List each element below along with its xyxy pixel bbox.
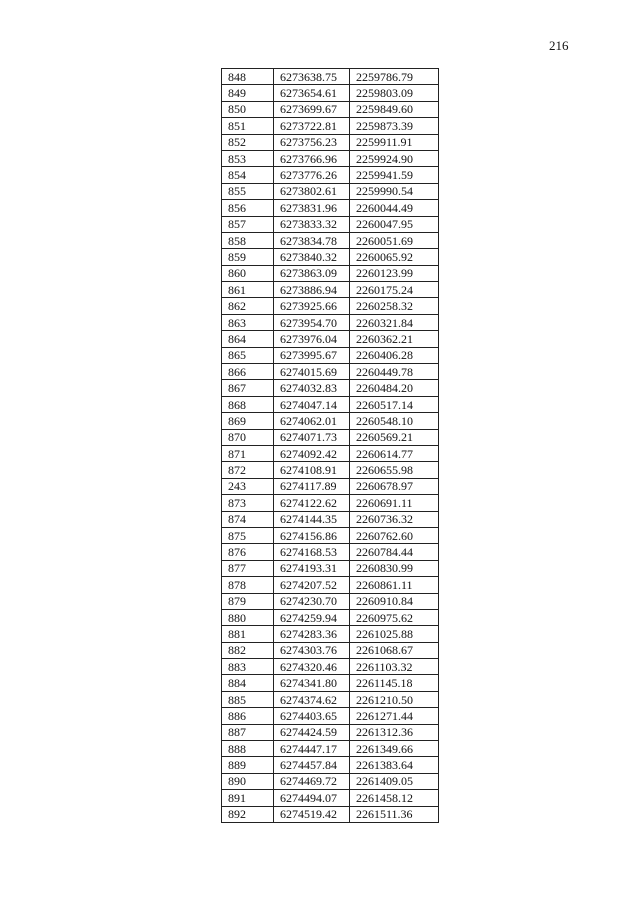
table-row — [222, 249, 439, 265]
y-coordinate-cell: 2260691.11 — [350, 495, 439, 511]
point-number-cell: 852 — [222, 134, 274, 150]
table-row — [222, 347, 439, 363]
x-coordinate-cell: 6274283.36 — [274, 626, 350, 642]
table-row — [222, 757, 439, 773]
table-row — [222, 642, 439, 658]
y-coordinate-cell: 2260362.21 — [350, 331, 439, 347]
table-row — [222, 675, 439, 691]
x-coordinate-cell: 6273954.70 — [274, 314, 350, 330]
x-coordinate-cell: 6274494.07 — [274, 790, 350, 806]
page-number: 216 — [549, 38, 569, 53]
y-coordinate-cell: 2261511.36 — [350, 806, 439, 822]
x-coordinate-cell: 6273654.61 — [274, 85, 350, 101]
point-number-cell: 848 — [222, 69, 274, 85]
y-coordinate-cell: 2260406.28 — [350, 347, 439, 363]
y-coordinate-cell: 2259911.91 — [350, 134, 439, 150]
point-number-cell: 853 — [222, 150, 274, 166]
table-row — [222, 741, 439, 757]
point-number-cell: 874 — [222, 511, 274, 527]
y-coordinate-cell: 2260258.32 — [350, 298, 439, 314]
x-coordinate-cell: 6274469.72 — [274, 773, 350, 789]
x-coordinate-cell: 6273766.96 — [274, 150, 350, 166]
table-row — [222, 659, 439, 675]
y-coordinate-cell: 2260736.32 — [350, 511, 439, 527]
x-coordinate-cell: 6273833.32 — [274, 216, 350, 232]
point-number-cell: 878 — [222, 577, 274, 593]
point-number-cell: 886 — [222, 708, 274, 724]
point-number-cell: 863 — [222, 314, 274, 330]
y-coordinate-cell: 2260517.14 — [350, 396, 439, 412]
point-number-cell: 880 — [222, 609, 274, 625]
table-row — [222, 380, 439, 396]
x-coordinate-cell: 6273834.78 — [274, 232, 350, 248]
table-row — [222, 150, 439, 166]
point-number-cell: 857 — [222, 216, 274, 232]
x-coordinate-cell: 6274168.53 — [274, 544, 350, 560]
point-number-cell: 865 — [222, 347, 274, 363]
table-row — [222, 544, 439, 560]
point-number-cell: 890 — [222, 773, 274, 789]
y-coordinate-cell: 2260784.44 — [350, 544, 439, 560]
table-row — [222, 282, 439, 298]
x-coordinate-cell: 6274193.31 — [274, 560, 350, 576]
y-coordinate-cell: 2259924.90 — [350, 150, 439, 166]
table-row — [222, 445, 439, 461]
table-row — [222, 331, 439, 347]
point-number-cell: 891 — [222, 790, 274, 806]
x-coordinate-cell: 6273886.94 — [274, 282, 350, 298]
table-row — [222, 69, 439, 85]
y-coordinate-cell: 2260321.84 — [350, 314, 439, 330]
y-coordinate-cell: 2259990.54 — [350, 183, 439, 199]
point-number-cell: 871 — [222, 445, 274, 461]
y-coordinate-cell: 2260678.97 — [350, 478, 439, 494]
x-coordinate-cell: 6274457.84 — [274, 757, 350, 773]
table-row — [222, 413, 439, 429]
point-number-cell: 876 — [222, 544, 274, 560]
table-row — [222, 724, 439, 740]
table-row — [222, 708, 439, 724]
y-coordinate-cell: 2260175.24 — [350, 282, 439, 298]
point-number-cell: 855 — [222, 183, 274, 199]
point-number-cell: 858 — [222, 232, 274, 248]
y-coordinate-cell: 2260065.92 — [350, 249, 439, 265]
point-number-cell: 864 — [222, 331, 274, 347]
point-number-cell: 862 — [222, 298, 274, 314]
point-number-cell: 867 — [222, 380, 274, 396]
x-coordinate-cell: 6274207.52 — [274, 577, 350, 593]
x-coordinate-cell: 6273722.81 — [274, 118, 350, 134]
x-coordinate-cell: 6274062.01 — [274, 413, 350, 429]
coordinates-table — [221, 68, 439, 823]
y-coordinate-cell: 2260051.69 — [350, 232, 439, 248]
y-coordinate-cell: 2260614.77 — [350, 445, 439, 461]
x-coordinate-cell: 6274047.14 — [274, 396, 350, 412]
table-row — [222, 560, 439, 576]
point-number-cell: 869 — [222, 413, 274, 429]
point-number-cell: 849 — [222, 85, 274, 101]
point-number-cell: 856 — [222, 200, 274, 216]
y-coordinate-cell: 2261025.88 — [350, 626, 439, 642]
point-number-cell: 892 — [222, 806, 274, 822]
table-row — [222, 626, 439, 642]
table-row — [222, 200, 439, 216]
table-row — [222, 396, 439, 412]
table-row — [222, 478, 439, 494]
table-row — [222, 265, 439, 281]
x-coordinate-cell: 6274108.91 — [274, 462, 350, 478]
x-coordinate-cell: 6274144.35 — [274, 511, 350, 527]
point-number-cell: 882 — [222, 642, 274, 658]
point-number-cell: 854 — [222, 167, 274, 183]
y-coordinate-cell: 2260910.84 — [350, 593, 439, 609]
point-number-cell: 859 — [222, 249, 274, 265]
x-coordinate-cell: 6273699.67 — [274, 101, 350, 117]
y-coordinate-cell: 2261409.05 — [350, 773, 439, 789]
point-number-cell: 887 — [222, 724, 274, 740]
y-coordinate-cell: 2259941.59 — [350, 167, 439, 183]
table-row — [222, 511, 439, 527]
y-coordinate-cell: 2261383.64 — [350, 757, 439, 773]
y-coordinate-cell: 2260123.99 — [350, 265, 439, 281]
table-row — [222, 495, 439, 511]
x-coordinate-cell: 6273840.32 — [274, 249, 350, 265]
x-coordinate-cell: 6273638.75 — [274, 69, 350, 85]
y-coordinate-cell: 2260762.60 — [350, 527, 439, 543]
x-coordinate-cell: 6274447.17 — [274, 741, 350, 757]
y-coordinate-cell: 2260044.49 — [350, 200, 439, 216]
y-coordinate-cell: 2260548.10 — [350, 413, 439, 429]
table-row — [222, 314, 439, 330]
point-number-cell: 866 — [222, 364, 274, 380]
y-coordinate-cell: 2261103.32 — [350, 659, 439, 675]
x-coordinate-cell: 6273925.66 — [274, 298, 350, 314]
point-number-cell: 877 — [222, 560, 274, 576]
point-number-cell: 883 — [222, 659, 274, 675]
table-row — [222, 527, 439, 543]
point-number-cell: 850 — [222, 101, 274, 117]
coordinates-table-body — [222, 69, 439, 823]
y-coordinate-cell: 2261145.18 — [350, 675, 439, 691]
y-coordinate-cell: 2260449.78 — [350, 364, 439, 380]
x-coordinate-cell: 6274032.83 — [274, 380, 350, 396]
table-row — [222, 790, 439, 806]
x-coordinate-cell: 6274424.59 — [274, 724, 350, 740]
table-row — [222, 101, 439, 117]
table-row — [222, 691, 439, 707]
table-row — [222, 183, 439, 199]
y-coordinate-cell: 2260569.21 — [350, 429, 439, 445]
y-coordinate-cell: 2261210.50 — [350, 691, 439, 707]
y-coordinate-cell: 2260830.99 — [350, 560, 439, 576]
point-number-cell: 888 — [222, 741, 274, 757]
x-coordinate-cell: 6273976.04 — [274, 331, 350, 347]
x-coordinate-cell: 6274374.62 — [274, 691, 350, 707]
table-row — [222, 773, 439, 789]
y-coordinate-cell: 2261349.66 — [350, 741, 439, 757]
y-coordinate-cell: 2261271.44 — [350, 708, 439, 724]
x-coordinate-cell: 6274117.89 — [274, 478, 350, 494]
table-row — [222, 806, 439, 822]
x-coordinate-cell: 6274092.42 — [274, 445, 350, 461]
table-row — [222, 134, 439, 150]
point-number-cell: 868 — [222, 396, 274, 412]
point-number-cell: 884 — [222, 675, 274, 691]
point-number-cell: 861 — [222, 282, 274, 298]
table-row — [222, 364, 439, 380]
point-number-cell: 885 — [222, 691, 274, 707]
y-coordinate-cell: 2260655.98 — [350, 462, 439, 478]
y-coordinate-cell: 2259873.39 — [350, 118, 439, 134]
table-row — [222, 232, 439, 248]
table-row — [222, 85, 439, 101]
point-number-cell: 879 — [222, 593, 274, 609]
x-coordinate-cell: 6273802.61 — [274, 183, 350, 199]
x-coordinate-cell: 6273831.96 — [274, 200, 350, 216]
point-number-cell: 889 — [222, 757, 274, 773]
x-coordinate-cell: 6274230.70 — [274, 593, 350, 609]
x-coordinate-cell: 6274303.76 — [274, 642, 350, 658]
table-row — [222, 298, 439, 314]
x-coordinate-cell: 6273756.23 — [274, 134, 350, 150]
point-number-cell: 881 — [222, 626, 274, 642]
x-coordinate-cell: 6274403.65 — [274, 708, 350, 724]
table-row — [222, 609, 439, 625]
x-coordinate-cell: 6274259.94 — [274, 609, 350, 625]
point-number-cell: 243 — [222, 478, 274, 494]
y-coordinate-cell: 2259849.60 — [350, 101, 439, 117]
point-number-cell: 851 — [222, 118, 274, 134]
x-coordinate-cell: 6274320.46 — [274, 659, 350, 675]
x-coordinate-cell: 6274015.69 — [274, 364, 350, 380]
y-coordinate-cell: 2260047.95 — [350, 216, 439, 232]
x-coordinate-cell: 6273863.09 — [274, 265, 350, 281]
point-number-cell: 875 — [222, 527, 274, 543]
table-row — [222, 118, 439, 134]
y-coordinate-cell: 2259786.79 — [350, 69, 439, 85]
table-row — [222, 462, 439, 478]
y-coordinate-cell: 2260861.11 — [350, 577, 439, 593]
point-number-cell: 860 — [222, 265, 274, 281]
table-row — [222, 167, 439, 183]
y-coordinate-cell: 2261312.36 — [350, 724, 439, 740]
y-coordinate-cell: 2261068.67 — [350, 642, 439, 658]
point-number-cell: 872 — [222, 462, 274, 478]
x-coordinate-cell: 6274519.42 — [274, 806, 350, 822]
x-coordinate-cell: 6274071.73 — [274, 429, 350, 445]
table-row — [222, 429, 439, 445]
table-row — [222, 593, 439, 609]
x-coordinate-cell: 6274341.80 — [274, 675, 350, 691]
table-row — [222, 577, 439, 593]
x-coordinate-cell: 6273776.26 — [274, 167, 350, 183]
table-row — [222, 216, 439, 232]
y-coordinate-cell: 2261458.12 — [350, 790, 439, 806]
y-coordinate-cell: 2260975.62 — [350, 609, 439, 625]
x-coordinate-cell: 6274122.62 — [274, 495, 350, 511]
point-number-cell: 870 — [222, 429, 274, 445]
point-number-cell: 873 — [222, 495, 274, 511]
y-coordinate-cell: 2260484.20 — [350, 380, 439, 396]
y-coordinate-cell: 2259803.09 — [350, 85, 439, 101]
x-coordinate-cell: 6273995.67 — [274, 347, 350, 363]
x-coordinate-cell: 6274156.86 — [274, 527, 350, 543]
